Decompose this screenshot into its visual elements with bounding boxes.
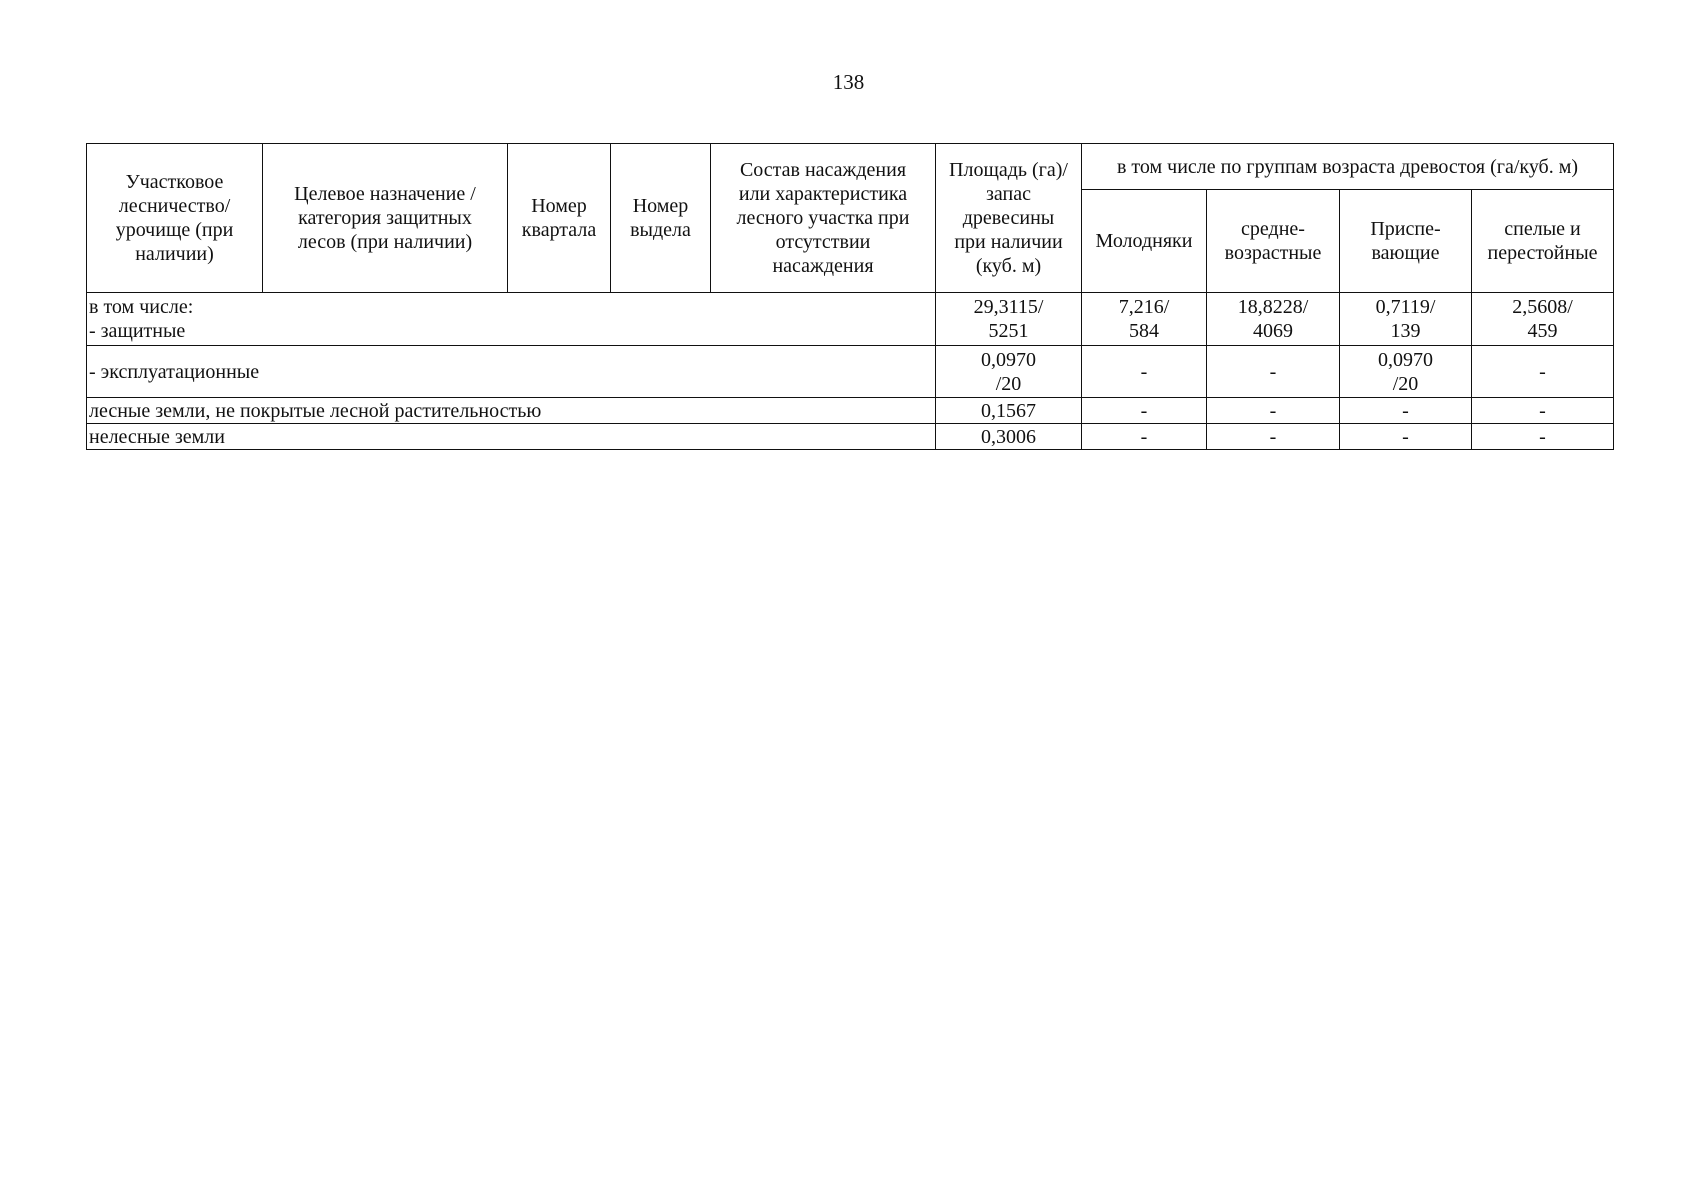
forest-table: [86, 143, 1614, 450]
cell-maturing: -: [1340, 398, 1472, 424]
cell-mature: -: [1472, 346, 1614, 398]
cell-area: 29,3115/ 5251: [936, 293, 1082, 346]
cell-area: 0,0970 /20: [936, 346, 1082, 398]
cell-middle-aged: 18,8228/ 4069: [1207, 293, 1340, 346]
page-number: 138: [832, 70, 865, 94]
cell-mature: 2,5608/ 459: [1472, 293, 1614, 346]
cell-mature: -: [1472, 424, 1614, 450]
row-label: лесные земли, не покрытые лесной растительностью: [87, 398, 936, 424]
cell-young: -: [1082, 346, 1207, 398]
header-maturing: Приспе- вающие: [1340, 190, 1472, 293]
row-label: нелесные земли: [87, 424, 936, 450]
row-label: - эксплуатационные: [87, 346, 936, 398]
header-mature-overmature: спелые и перестойные: [1472, 190, 1614, 293]
cell-young: -: [1082, 424, 1207, 450]
table-row: [87, 424, 1614, 450]
cell-area: 0,1567: [936, 398, 1082, 424]
header-row-top: [87, 144, 1614, 190]
cell-maturing: -: [1340, 424, 1472, 450]
cell-mature: -: [1472, 398, 1614, 424]
row-label: в том числе: - защитные: [87, 293, 936, 346]
header-purpose: Целевое назначение / категория защитных лесов (при наличии): [263, 144, 508, 293]
cell-maturing: 0,7119/ 139: [1340, 293, 1472, 346]
header-district: Участковое лесничество/ урочище (при наличии): [87, 144, 263, 293]
cell-area: 0,3006: [936, 424, 1082, 450]
cell-young: 7,216/ 584: [1082, 293, 1207, 346]
table-row: [87, 293, 1614, 346]
cell-maturing: 0,0970 /20: [1340, 346, 1472, 398]
header-area-volume: Площадь (га)/ запас древесины при наличии (куб. м): [936, 144, 1082, 293]
header-composition: Состав насаждения или характеристика лесного участка при отсутствии насаждения: [711, 144, 936, 293]
header-plot-number: Номер выдела: [611, 144, 711, 293]
cell-young: -: [1082, 398, 1207, 424]
header-age-groups: в том числе по группам возраста древостоя (га/куб. м): [1082, 144, 1614, 190]
table-row: [87, 398, 1614, 424]
header-quarter-number: Номер квартала: [508, 144, 611, 293]
table-row: [87, 346, 1614, 398]
header-middle-aged: средне- возрастные: [1207, 190, 1340, 293]
header-young: Молодняки: [1082, 190, 1207, 293]
cell-middle-aged: -: [1207, 424, 1340, 450]
cell-middle-aged: -: [1207, 398, 1340, 424]
cell-middle-aged: -: [1207, 346, 1340, 398]
